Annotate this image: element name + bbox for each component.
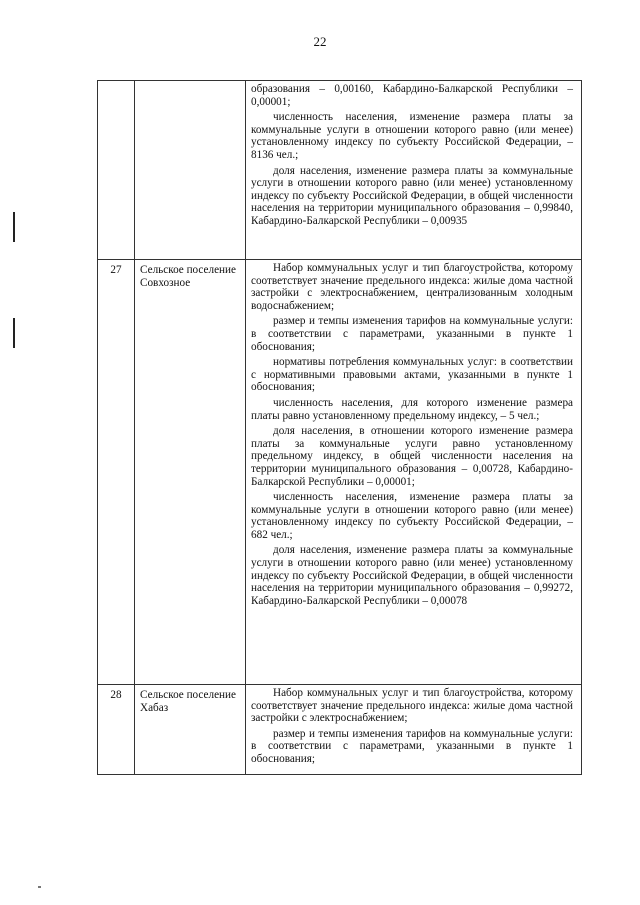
settlement-name: Сельское поселение Совхозное [135,260,246,685]
row-description [246,81,582,260]
paragraph: размер и темпы изменения тарифов на коммунальные услуги: в соответствии с параметрами, указанными в пункте 1 обоснования; [251,727,573,765]
paragraph: численность населения, изменение размера платы за коммунальные услуги в отношении которого равно (или менее) установленному индексу по субъекту Российской Федерации, – 8136 чел.; [251,111,573,161]
row-description [246,685,582,775]
paragraph: образования – 0,00160, Кабардино-Балкарской Республики – 0,00001; [251,83,573,108]
paragraph: доля населения, в отношении которого изменение размера платы за коммунальные услуги равно установленному предельному индексу, в общей численности населения на территории муниципального образования – 0,00728, Кабардино-Балкарской Республики – 0,00001; [251,425,573,488]
margin-mark-upper [13,212,15,242]
paragraph: доля населения, изменение размера платы за коммунальные услуги в отношении которого равно (или менее) установленному индексу по субъекту Российской Федерации, в общей численности населения на территории муниципального образования – 0,99272, Кабардино-Балкарской Республики – 0,00078 [251,544,573,607]
paragraph: Набор коммунальных услуг и тип благоустройства, которому соответствует значение предельного индекса: жилые дома частной застройки с электроснабжением, централизованным холодным водоснабжением; [251,262,573,312]
scan-speck [38,886,41,888]
row-number: 27 [98,260,135,685]
row-description [246,260,582,685]
margin-mark-lower [13,318,15,348]
page-number: 22 [313,34,327,49]
paragraph: численность населения, изменение размера платы за коммунальные услуги в отношении которого равно (или менее) установленному индексу по субъекту Российской Федерации, – 682 чел.; [251,491,573,541]
settlement-name: Сельское поселение Хабаз [135,685,246,775]
paragraph: Набор коммунальных услуг и тип благоустройства, которому соответствует значение предельного индекса: жилые дома частной застройки с электроснабжением; [251,687,573,725]
table-row [98,685,582,775]
paragraph: размер и темпы изменения тарифов на коммунальные услуги: в соответствии с параметрами, указанными в пункте 1 обоснования; [251,315,573,353]
row-number [98,81,135,260]
table-row [98,260,582,685]
document-table [97,80,582,775]
paragraph: нормативы потребления коммунальных услуг: в соответствии с нормативными правовыми актами, указанными в пункте 1 обоснования; [251,356,573,394]
table-row [98,81,582,260]
row-number: 28 [98,685,135,775]
settlement-name [135,81,246,260]
paragraph: доля населения, изменение размера платы за коммунальные услуги в отношении которого равно (или менее) установленному индексу по субъекту Российской Федерации, в общей численности населения на территории муниципального образования – 0,99840, Кабардино-Балкарской Республики – 0,00935 [251,164,573,227]
paragraph: численность населения, для которого изменение размера платы равно установленному предельному индексу, – 5 чел.; [251,396,573,422]
